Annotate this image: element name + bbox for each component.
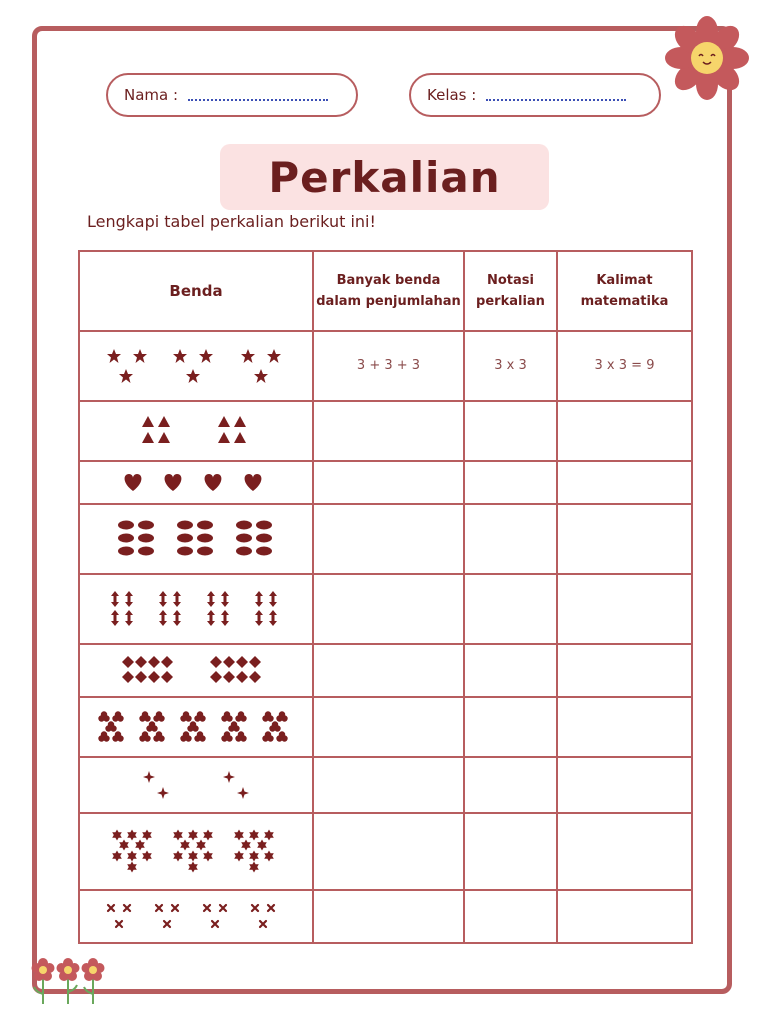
objects-cell	[79, 890, 313, 943]
table-row	[79, 504, 692, 574]
class-blank-line[interactable]	[486, 99, 626, 101]
header-objects: Benda	[79, 251, 313, 331]
sentence-cell[interactable]	[557, 574, 692, 644]
objects-cell	[79, 461, 313, 504]
objects-cell	[79, 401, 313, 461]
objects-cell	[79, 574, 313, 644]
flowers-decoration-icon	[26, 956, 112, 1006]
header-notation	[464, 251, 557, 331]
page-title: Perkalian	[268, 152, 501, 202]
notation-cell[interactable]: 3 x 3	[464, 331, 557, 401]
addition-cell[interactable]	[313, 574, 464, 644]
addition-cell[interactable]	[313, 813, 464, 890]
sentence-cell[interactable]	[557, 401, 692, 461]
header-sentence-line1: Kalimat	[596, 273, 653, 288]
objects-cell	[79, 697, 313, 757]
addition-cell[interactable]	[313, 504, 464, 574]
table-row	[79, 697, 692, 757]
sparkle-group-icon	[141, 769, 251, 801]
class-label: Kelas :	[427, 86, 477, 104]
header-notation-line2: perkalian	[476, 294, 545, 309]
name-label: Nama :	[124, 86, 179, 104]
table-row	[79, 644, 692, 697]
notation-cell[interactable]	[464, 813, 557, 890]
cross-group-icon	[106, 901, 286, 931]
star-group-icon	[96, 346, 296, 386]
table-header-row	[79, 251, 692, 331]
table-row	[79, 461, 692, 504]
table-row	[79, 890, 692, 943]
flower-group-icon	[98, 710, 294, 744]
header-repeated-addition-line1: Banyak benda	[336, 273, 441, 288]
name-blank-line[interactable]	[188, 99, 328, 101]
addition-cell[interactable]	[313, 401, 464, 461]
table-row	[79, 331, 692, 401]
notation-cell[interactable]	[464, 504, 557, 574]
notation-cell[interactable]	[464, 644, 557, 697]
title-banner	[220, 144, 549, 210]
cloud-group-icon	[116, 519, 276, 559]
objects-cell	[79, 813, 313, 890]
multiplication-table	[78, 250, 693, 944]
sentence-cell[interactable]	[557, 813, 692, 890]
smiling-flower-icon	[664, 16, 750, 100]
class-field[interactable]	[409, 73, 661, 117]
sentence-cell[interactable]	[557, 757, 692, 814]
sentence-cell[interactable]	[557, 697, 692, 757]
notation-cell[interactable]	[464, 757, 557, 814]
diamond-group-icon	[121, 655, 271, 685]
addition-cell[interactable]	[313, 461, 464, 504]
header-sentence	[557, 251, 692, 331]
objects-cell	[79, 504, 313, 574]
table-row	[79, 401, 692, 461]
addition-cell[interactable]	[313, 697, 464, 757]
sentence-cell[interactable]	[557, 644, 692, 697]
arrow-group-icon	[109, 589, 284, 629]
table-row	[79, 757, 692, 814]
addition-cell[interactable]	[313, 890, 464, 943]
heart-group-icon	[121, 470, 271, 494]
notation-cell[interactable]	[464, 697, 557, 757]
objects-cell	[79, 644, 313, 697]
triangle-group-icon	[136, 414, 256, 448]
sentence-cell[interactable]	[557, 461, 692, 504]
sentence-cell[interactable]: 3 x 3 = 9	[557, 331, 692, 401]
table-row	[79, 574, 692, 644]
sentence-cell[interactable]	[557, 504, 692, 574]
gear-group-icon	[111, 829, 281, 873]
addition-cell[interactable]	[313, 757, 464, 814]
objects-cell	[79, 757, 313, 814]
notation-cell[interactable]	[464, 461, 557, 504]
header-sentence-line2: matematika	[580, 294, 669, 309]
header-repeated-addition	[313, 251, 464, 331]
sentence-cell[interactable]	[557, 890, 692, 943]
name-field[interactable]	[106, 73, 358, 117]
notation-cell[interactable]	[464, 890, 557, 943]
objects-cell	[79, 331, 313, 401]
instruction-text: Lengkapi tabel perkalian berikut ini!	[87, 212, 376, 231]
header-notation-line1: Notasi	[487, 273, 534, 288]
notation-cell[interactable]	[464, 401, 557, 461]
table-row	[79, 813, 692, 890]
addition-cell[interactable]: 3 + 3 + 3	[313, 331, 464, 401]
addition-cell[interactable]	[313, 644, 464, 697]
header-repeated-addition-line2: dalam penjumlahan	[316, 294, 461, 309]
notation-cell[interactable]	[464, 574, 557, 644]
